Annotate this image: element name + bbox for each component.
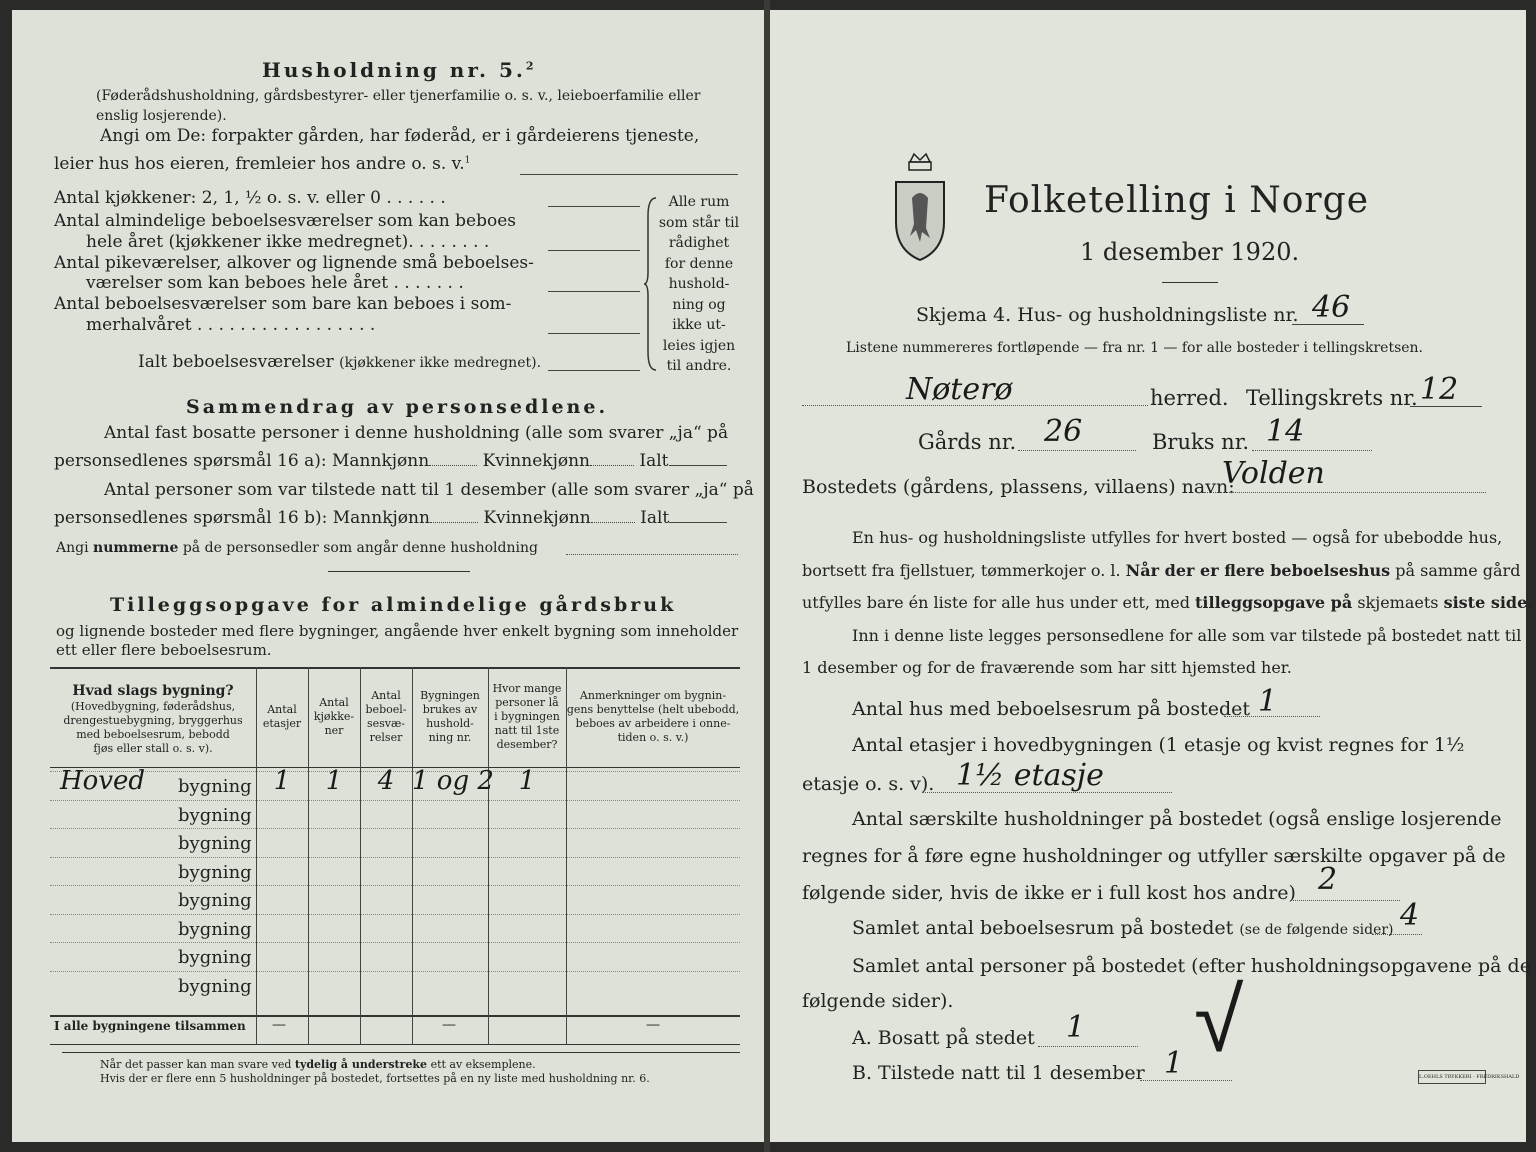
table-row[interactable] xyxy=(50,857,740,886)
angi-line-2: leier hus hos eieren, fremleier hos andre o. s. v.$^1$ xyxy=(54,154,471,174)
column-header xyxy=(308,696,360,738)
side-note-line: hushold- xyxy=(668,276,730,292)
gards-value[interactable]: 26 xyxy=(1044,414,1083,449)
numbers-answer-line[interactable] xyxy=(566,554,738,555)
bruks-value[interactable]: 14 xyxy=(1266,414,1305,449)
row-label: bygning xyxy=(178,861,252,883)
footnote-2: Hvis der er flere enn 5 husholdninger på bostedet, fortsettes på en ny liste med husholdning nr. 6. xyxy=(100,1072,650,1085)
herred-value[interactable]: Nøterø xyxy=(906,372,1013,407)
b-label: B. Tilstede natt til 1 desember xyxy=(852,1062,1145,1084)
column-header-line: sesvæ- xyxy=(366,717,406,730)
building-type-value[interactable]: Hoved xyxy=(60,766,146,796)
check-mark-icon: √ xyxy=(1194,968,1244,1073)
q-total: Ialt beboelsesværelser (kjøkkener ikke medregnet). xyxy=(138,352,542,372)
instruction-4: Inn i denne liste legges personsedlene for alle som var tilstede på bostedet natt til xyxy=(852,626,1522,645)
herred-label: herred. xyxy=(1150,386,1229,410)
column-header-line: tiden o. s. v.) xyxy=(617,731,689,744)
column-header-line: (Hovedbygning, føderådshus, xyxy=(70,700,236,713)
column-header-line: Antal xyxy=(267,703,297,716)
column-header-line: desember? xyxy=(496,738,558,751)
household-title: Husholdning nr. 5.$^2$ xyxy=(262,58,537,82)
printer-stamp: L.OEHLS TRYKKERI · FREDRIKSHALD xyxy=(1418,1070,1486,1084)
instruction-3: utfylles bare én liste for alle hus under ett, med tilleggsopgave på skjemaets siste side. xyxy=(802,593,1533,612)
cell-vaerelser[interactable]: 4 xyxy=(377,766,395,796)
total-mark-husholdning: — xyxy=(442,1017,456,1033)
q-persons-1: Samlet antal personer på bostedet (efter husholdningsopgavene på de xyxy=(852,955,1531,977)
column-header-line: Bygningen xyxy=(420,689,480,702)
q-rooms: Samlet antal beboelsesrum på bostedet (se de følgende sider) xyxy=(852,917,1394,939)
row-label: bygning xyxy=(178,833,252,854)
q-households-1: Antal særskilte husholdninger på bostedet (også enslige losjerende xyxy=(852,808,1502,830)
q-households-2: regnes for å føre egne husholdninger og utfyller særskilte opgaver på de xyxy=(802,845,1506,867)
cell-husholdning[interactable]: 1 og 2 xyxy=(412,766,494,796)
gards-label: Gårds nr. xyxy=(918,430,1017,454)
column-header-line: Antal xyxy=(371,689,401,702)
census-date: 1 desember 1920. xyxy=(1080,238,1300,266)
main-title: Folketelling i Norge xyxy=(984,180,1369,221)
total-label: I alle bygningene tilsammen xyxy=(54,1019,246,1033)
side-note-line: ikke ut- xyxy=(672,317,726,333)
floors-value[interactable]: 1½ etasje xyxy=(956,758,1104,793)
column-header-line: beboes av arbeidere i onne- xyxy=(575,717,731,730)
summer-answer-line[interactable] xyxy=(548,333,640,334)
column-header-line: fjøs eller stall o. s. v). xyxy=(93,742,213,755)
summary-p2-b: personsedlenes spørsmål 16 b): Mannkjønn Kvinnekjønn Ialt xyxy=(54,508,727,528)
side-note-line: til andre. xyxy=(666,358,732,374)
households-value[interactable]: 2 xyxy=(1318,862,1338,897)
krets-value[interactable]: 12 xyxy=(1420,372,1459,407)
column-header-line: Hvad slags bygning? xyxy=(72,683,234,699)
cell-kjokkener[interactable]: 1 xyxy=(325,766,343,796)
column-header xyxy=(412,689,488,745)
column-header-line: natt til 1ste xyxy=(494,724,560,737)
column-header xyxy=(256,703,308,731)
row-label: bygning xyxy=(178,947,252,968)
side-note-line: rådighet xyxy=(668,235,730,251)
side-note xyxy=(658,192,740,377)
q-persons-2: følgende sider). xyxy=(802,990,954,1012)
column-header-line: i bygningen xyxy=(494,710,560,723)
column-header-line: relser xyxy=(369,731,403,744)
column-header-line: Hvor mange xyxy=(492,682,562,695)
summary-p1-b: personsedlenes spørsmål 16 a): Mannkjønn Kvinnekjønn Ialt xyxy=(54,451,727,471)
footnote-1: Når det passer kan man svare ved tydelig å understreke ett av eksemplene. xyxy=(100,1058,536,1071)
rooms-value[interactable]: 4 xyxy=(1400,898,1420,933)
bosted-label: Bostedets (gårdens, plassens, villaens) navn: xyxy=(802,476,1235,498)
column-header-line: ner xyxy=(324,724,344,737)
q-rooms-1: Antal almindelige beboelsesværelser som kan beboes xyxy=(54,211,516,231)
angi-line-1: Angi om De: forpakter gården, har føderåd, er i gårdeierens tjeneste, xyxy=(100,126,700,146)
column-header xyxy=(360,689,412,745)
total-answer-line[interactable] xyxy=(548,370,640,371)
row-label: bygning xyxy=(178,804,252,826)
q-households-3: følgende sider, hvis de ikke er i full kost hos andre) xyxy=(802,882,1296,904)
side-note-line: leies igjen xyxy=(662,337,736,354)
summary-p1-a: Antal fast bosatte personer i denne husholdning (alle som svarer „ja“ på xyxy=(104,423,729,443)
q-small-1: Antal pikeværelser, alkover og lignende små beboelses- xyxy=(54,253,534,273)
table-row[interactable] xyxy=(50,766,740,800)
brace-icon xyxy=(644,196,658,372)
column-header-line: Anmerkninger om bygnin- xyxy=(579,689,727,702)
krets-label: Tellingskrets nr. xyxy=(1246,386,1418,410)
building-table xyxy=(50,667,740,1045)
column-header-line: ning nr. xyxy=(428,731,472,744)
instruction-2: bortsett fra fjellstuer, tømmerkojer o. l. Når der er flere beboelseshus på samme gård xyxy=(802,561,1521,580)
summary-title: Sammendrag av personsedlene. xyxy=(186,396,609,418)
b-value[interactable]: 1 xyxy=(1164,1046,1184,1081)
summary-p2-a: Antal personer som var tilstede natt til 1 desember (alle som svarer „ja“ på xyxy=(104,480,754,500)
row-label: bygning xyxy=(178,975,252,997)
column-header-line: personer lå xyxy=(495,696,559,709)
row-label: bygning xyxy=(178,776,252,797)
q-floors-1: Antal etasjer i hovedbygningen (1 etasje og kvist regnes for 1½ xyxy=(852,734,1465,756)
instruction-1: En hus- og husholdningsliste utfylles for hvert bosted — også for ubebodde hus, xyxy=(852,528,1503,547)
rooms-answer-line[interactable] xyxy=(548,250,640,251)
q-summer-1: Antal beboelsesværelser som bare kan beboes i som- xyxy=(54,294,512,314)
side-note-line: som står til xyxy=(658,214,740,231)
kitchens-answer-line[interactable] xyxy=(548,206,640,207)
numbering-note: Listene nummereres fortløpende — fra nr. 1 — for alle bosteder i tellingskretsen. xyxy=(846,340,1424,356)
table-row[interactable] xyxy=(50,885,740,914)
table-row[interactable] xyxy=(50,828,740,857)
column-header-line: kjøkke- xyxy=(313,710,355,723)
side-note-line: for denne xyxy=(664,255,734,272)
column-header xyxy=(50,682,256,756)
coat-of-arms-icon xyxy=(892,152,948,262)
household-note: (Føderådshusholdning, gårdsbestyrer- eller tjenerfamilie o. s. v., leieboerfamilie eller enslig losjerende). xyxy=(96,88,701,124)
q-floors-2: etasje o. s. v). xyxy=(802,773,935,795)
column-header-line: Antal xyxy=(319,696,349,709)
table-row[interactable] xyxy=(50,800,740,829)
a-label: A. Bosatt på stedet xyxy=(852,1027,1035,1049)
total-mark-etasjer: — xyxy=(272,1017,286,1033)
instruction-5: 1 desember og for de fraværende som har sitt hjemsted her. xyxy=(802,658,1292,677)
bruks-label: Bruks nr. xyxy=(1152,430,1250,454)
column-header xyxy=(566,689,740,745)
column-header-line: drengestuebygning, bryggerhus xyxy=(63,714,243,727)
table-row[interactable] xyxy=(50,914,740,943)
cell-etasjer[interactable]: 1 xyxy=(273,766,291,796)
skjema-label: Skjema 4. Hus- og husholdningsliste nr. xyxy=(916,304,1299,326)
table-row[interactable] xyxy=(50,942,740,971)
column-header-line: etasjer xyxy=(262,717,302,730)
houses-value[interactable]: 1 xyxy=(1258,684,1278,719)
column-header-line: gens benyttelse (helt ubebodd, xyxy=(566,703,740,716)
table-row[interactable] xyxy=(50,971,740,1000)
small-rooms-answer-line[interactable] xyxy=(548,291,640,292)
column-header-line: beboel- xyxy=(365,703,407,716)
column-header-line: hushold- xyxy=(426,717,474,730)
q-rooms-2: hele året (kjøkkener ikke medregnet). . . . . . . . xyxy=(86,232,490,252)
bosted-value[interactable]: Volden xyxy=(1222,456,1325,491)
q-houses: Antal hus med beboelsesrum på bostedet xyxy=(852,698,1251,720)
column-header xyxy=(488,682,566,752)
page-spine xyxy=(764,0,770,1152)
angi-numbers: Angi nummerne på de personsedler som angår denne husholdning xyxy=(56,540,538,556)
row-label: bygning xyxy=(178,918,252,940)
side-note-line: ning og xyxy=(672,296,726,313)
supplement-text-1: og lignende bosteder med flere bygninger, angående hver enkelt bygning som inneholder xyxy=(56,622,739,640)
cell-personer[interactable]: 1 xyxy=(518,766,536,796)
q-kitchens: Antal kjøkkener: 2, 1, ½ o. s. v. eller 0 . . . . . . xyxy=(54,188,446,208)
column-header-line: med beboelsesrum, bebodd xyxy=(76,728,230,741)
supplement-text-2: ett eller flere beboelsesrum. xyxy=(56,641,272,659)
total-mark-anmerkninger: — xyxy=(646,1017,660,1033)
a-value[interactable]: 1 xyxy=(1066,1010,1086,1045)
q-summer-2: merhalvåret . . . . . . . . . . . . . . . . . xyxy=(86,315,376,335)
column-header-line: brukes av xyxy=(422,703,478,716)
q-small-2: værelser som kan beboes hele året . . . . . . . xyxy=(86,273,464,293)
supplement-title: Tilleggsopgave for almindelige gårdsbruk xyxy=(110,594,677,616)
list-number-value[interactable]: 46 xyxy=(1312,290,1351,325)
side-note-line: Alle rum xyxy=(668,194,730,210)
row-label: bygning xyxy=(178,890,252,911)
